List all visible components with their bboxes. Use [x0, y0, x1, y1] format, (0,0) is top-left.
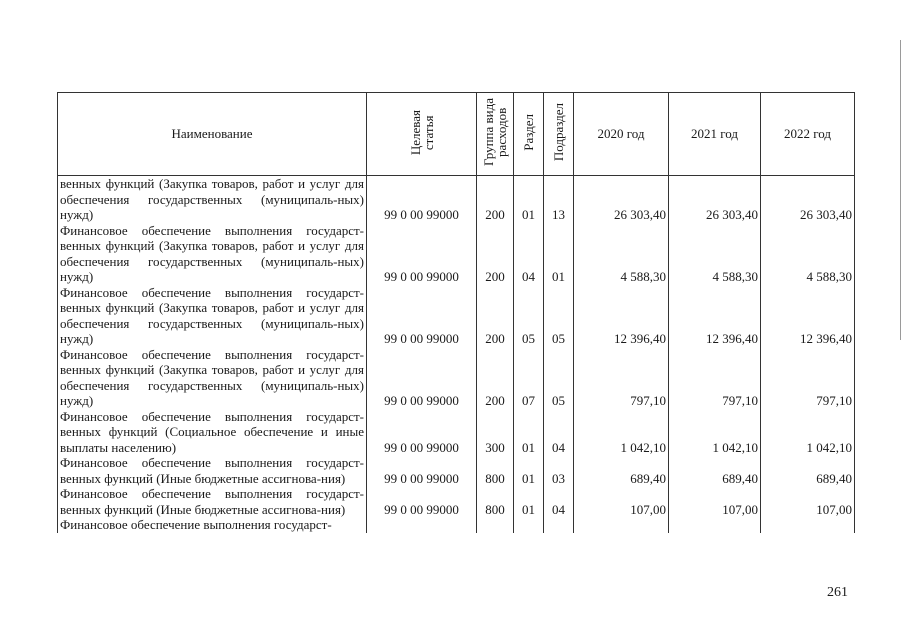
- page-edge-line: [900, 40, 901, 340]
- row-target: [367, 517, 477, 533]
- row-2022: 12 396,40: [761, 285, 855, 347]
- row-2022: 107,00: [761, 486, 855, 517]
- row-target: 99 0 00 99000: [367, 347, 477, 409]
- row-2020: 1 042,10: [574, 409, 669, 456]
- row-2021: 26 303,40: [669, 176, 761, 223]
- row-2021: 107,00: [669, 486, 761, 517]
- row-2020: 689,40: [574, 455, 669, 486]
- row-2022: 4 588,30: [761, 223, 855, 285]
- header-group: Группа вида расходов: [477, 93, 514, 176]
- row-section: [514, 517, 544, 533]
- row-group: 200: [477, 176, 514, 223]
- row-name: Финансовое обеспечение выполнения государст-венных функций (Иные бюджетные ассигнова-ния): [58, 455, 367, 486]
- header-2022: 2022 год: [761, 93, 855, 176]
- header-2021: 2021 год: [669, 93, 761, 176]
- row-section: 01: [514, 486, 544, 517]
- row-subsection: 05: [544, 285, 574, 347]
- row-2021: 689,40: [669, 455, 761, 486]
- row-target: 99 0 00 99000: [367, 455, 477, 486]
- row-target: 99 0 00 99000: [367, 486, 477, 517]
- row-target: 99 0 00 99000: [367, 176, 477, 223]
- row-subsection: 04: [544, 409, 574, 456]
- row-name: Финансовое обеспечение выполнения государст-венных функций (Закупка товаров, работ и услуг для обеспечения государственных (муниципаль-ных) нужд): [58, 285, 367, 347]
- row-group: 200: [477, 285, 514, 347]
- row-subsection: 04: [544, 486, 574, 517]
- row-2022: 1 042,10: [761, 409, 855, 456]
- row-group: [477, 517, 514, 533]
- row-subsection: 13: [544, 176, 574, 223]
- header-2020: 2020 год: [574, 93, 669, 176]
- row-target: 99 0 00 99000: [367, 285, 477, 347]
- row-group: 300: [477, 409, 514, 456]
- row-2021: 1 042,10: [669, 409, 761, 456]
- row-2020: 4 588,30: [574, 223, 669, 285]
- header-target: Целевая статья: [367, 93, 477, 176]
- row-subsection: 03: [544, 455, 574, 486]
- row-target: 99 0 00 99000: [367, 409, 477, 456]
- table-row: [58, 455, 855, 486]
- row-group: 200: [477, 223, 514, 285]
- row-2022: 26 303,40: [761, 176, 855, 223]
- header-name: Наименование: [58, 93, 367, 176]
- row-group: 800: [477, 455, 514, 486]
- header-row: [58, 93, 855, 176]
- row-2020: 107,00: [574, 486, 669, 517]
- row-name: Финансовое обеспечение выполнения государст-венных функций (Закупка товаров, работ и услуг для обеспечения государственных (муниципаль-ных) нужд): [58, 223, 367, 285]
- table-row: [58, 347, 855, 409]
- row-section: 07: [514, 347, 544, 409]
- budget-table: [57, 92, 855, 533]
- row-section: 01: [514, 176, 544, 223]
- row-group: 800: [477, 486, 514, 517]
- row-2022: [761, 517, 855, 533]
- table-row: [58, 176, 855, 223]
- row-subsection: 01: [544, 223, 574, 285]
- row-section: 04: [514, 223, 544, 285]
- table-row: [58, 223, 855, 285]
- row-2021: 4 588,30: [669, 223, 761, 285]
- row-name: Финансовое обеспечение выполнения государст-венных функций (Закупка товаров, работ и услуг для обеспечения государственных (муниципаль-ных) нужд): [58, 347, 367, 409]
- row-target: 99 0 00 99000: [367, 223, 477, 285]
- row-2020: 12 396,40: [574, 285, 669, 347]
- row-subsection: [544, 517, 574, 533]
- row-2022: 689,40: [761, 455, 855, 486]
- row-2020: 797,10: [574, 347, 669, 409]
- row-subsection: 05: [544, 347, 574, 409]
- row-group: 200: [477, 347, 514, 409]
- row-section: 01: [514, 409, 544, 456]
- page-number: 261: [827, 585, 848, 600]
- row-2021: [669, 517, 761, 533]
- row-2021: 797,10: [669, 347, 761, 409]
- row-name: венных функций (Закупка товаров, работ и услуг для обеспечения государственных (муниципаль-ных) нужд): [58, 176, 367, 223]
- row-2021: 12 396,40: [669, 285, 761, 347]
- row-name: Финансовое обеспечение выполнения государст-венных функций (Социальное обеспечение и иные выплаты населению): [58, 409, 367, 456]
- header-section: Раздел: [514, 93, 544, 176]
- row-section: 05: [514, 285, 544, 347]
- header-subsection: Подраздел: [544, 93, 574, 176]
- row-name: Финансовое обеспечение выполнения государст-: [58, 517, 367, 533]
- table-row: [58, 517, 855, 533]
- row-name: Финансовое обеспечение выполнения государст-венных функций (Иные бюджетные ассигнова-ния): [58, 486, 367, 517]
- table-row: [58, 486, 855, 517]
- row-section: 01: [514, 455, 544, 486]
- row-2020: 26 303,40: [574, 176, 669, 223]
- table-row: [58, 285, 855, 347]
- table-row: [58, 409, 855, 456]
- row-2022: 797,10: [761, 347, 855, 409]
- row-2020: [574, 517, 669, 533]
